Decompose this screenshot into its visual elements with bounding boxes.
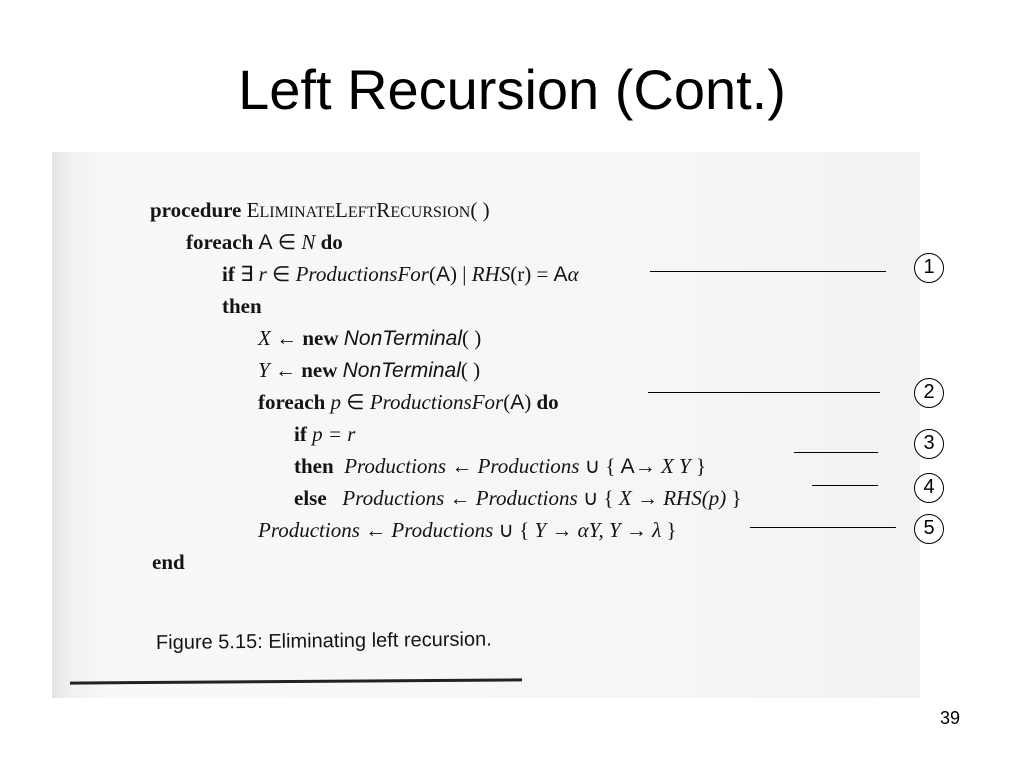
op-assign: ← — [446, 454, 478, 478]
op-in: ∈ — [266, 262, 296, 286]
op-assign: ← — [444, 486, 476, 510]
var-productions: Productions — [258, 518, 360, 542]
keyword-do: do — [536, 390, 559, 414]
paren-close: ) — [524, 390, 532, 414]
class-nonterminal: NonTerminal — [343, 327, 463, 350]
keyword-if: if — [222, 262, 235, 286]
foreach-production-line — [258, 392, 559, 413]
foreach-nonterminal-line — [186, 232, 343, 253]
paren-open: ( — [428, 262, 436, 286]
var-a: A — [553, 263, 568, 286]
set-n: N — [301, 230, 316, 254]
marker-3: 3 — [914, 429, 944, 459]
figure-caption: Figure 5.15: Eliminating left recursion. — [155, 628, 492, 654]
scanned-figure — [52, 152, 920, 698]
condition-expression: p = r — [312, 422, 356, 446]
rhs-arg: (r) — [510, 262, 532, 286]
annotation-line-1 — [650, 271, 886, 272]
var-y: Y — [258, 358, 270, 382]
production-rule: → X Y — [634, 454, 691, 478]
func-rhs: RHS — [471, 262, 511, 286]
brace-close: } — [726, 486, 742, 510]
else-productions-line — [294, 488, 742, 509]
var-productions: Productions — [475, 486, 578, 510]
then-line — [222, 296, 262, 317]
slide-title: Left Recursion (Cont.) — [238, 58, 786, 121]
symbol-alpha: α — [567, 262, 579, 286]
end-line — [152, 552, 185, 573]
op-exists: ∃ — [234, 262, 259, 286]
procedure-name: ELIMINATELEFTRECURSION — [246, 198, 471, 222]
annotation-line-3 — [794, 452, 878, 453]
new-y-line — [258, 360, 480, 381]
keyword-else: else — [294, 486, 327, 510]
op-in: ∈ — [341, 390, 370, 414]
new-x-line — [258, 328, 481, 349]
var-productions: Productions — [342, 486, 445, 510]
func-productionsfor: ProductionsFor — [369, 390, 504, 414]
var-productions: Productions — [391, 518, 494, 542]
marker-5: 5 — [914, 514, 944, 544]
if-p-equals-r-line — [294, 424, 355, 445]
keyword-if: if — [294, 422, 307, 446]
func-productionsfor: ProductionsFor — [295, 262, 429, 286]
var-productions: Productions — [477, 454, 580, 478]
var-x: X — [258, 326, 271, 350]
marker-1: 1 — [914, 253, 944, 283]
op-assign: ← — [270, 326, 303, 350]
var-a: A — [620, 455, 635, 478]
var-productions: Productions — [344, 454, 447, 478]
procedure-line — [150, 200, 490, 221]
annotation-line-4 — [812, 485, 878, 486]
parens: ( ) — [462, 326, 482, 350]
op-eq: = — [531, 262, 554, 286]
class-nonterminal: NonTerminal — [342, 359, 461, 382]
figure-rule — [70, 678, 522, 684]
var-a: A — [510, 391, 525, 414]
keyword-procedure: procedure — [150, 198, 242, 222]
procedure-parens: ( ) — [470, 198, 490, 222]
keyword-end: end — [152, 550, 185, 574]
keyword-then: then — [294, 454, 334, 478]
paren-open: ( — [503, 390, 511, 414]
keyword-then: then — [222, 294, 262, 318]
var-a: A — [435, 263, 450, 286]
keyword-new: new — [302, 326, 339, 350]
production-rule: X → RHS(p) — [618, 486, 727, 510]
brace-close: } — [690, 454, 707, 478]
final-productions-line — [258, 520, 677, 541]
production-rule: Y → αY, Y → λ — [534, 518, 662, 542]
brace-close: } — [661, 518, 677, 542]
keyword-do: do — [320, 230, 343, 254]
op-in: ∈ — [272, 230, 302, 254]
then-productions-line — [294, 456, 706, 477]
keyword-new: new — [301, 358, 338, 382]
annotation-line-2 — [648, 392, 880, 393]
marker-4: 4 — [914, 473, 944, 503]
op-assign: ← — [269, 358, 302, 382]
keyword-foreach: foreach — [186, 230, 254, 254]
page-number: 39 — [940, 708, 961, 728]
parens: ( ) — [460, 358, 481, 382]
var-r: r — [258, 262, 267, 286]
if-exists-line — [222, 264, 579, 285]
op-union: ∪ { — [577, 486, 619, 510]
paren-close: ) — [450, 262, 457, 286]
keyword-foreach: foreach — [258, 390, 326, 414]
var-p: p — [330, 390, 342, 414]
annotation-line-5 — [750, 527, 896, 528]
op-such-that: | — [457, 262, 472, 286]
var-a: A — [258, 231, 273, 254]
op-union: ∪ { — [493, 518, 535, 542]
op-assign: ← — [359, 518, 392, 542]
op-union: ∪ { — [579, 454, 621, 478]
marker-2: 2 — [914, 378, 944, 408]
